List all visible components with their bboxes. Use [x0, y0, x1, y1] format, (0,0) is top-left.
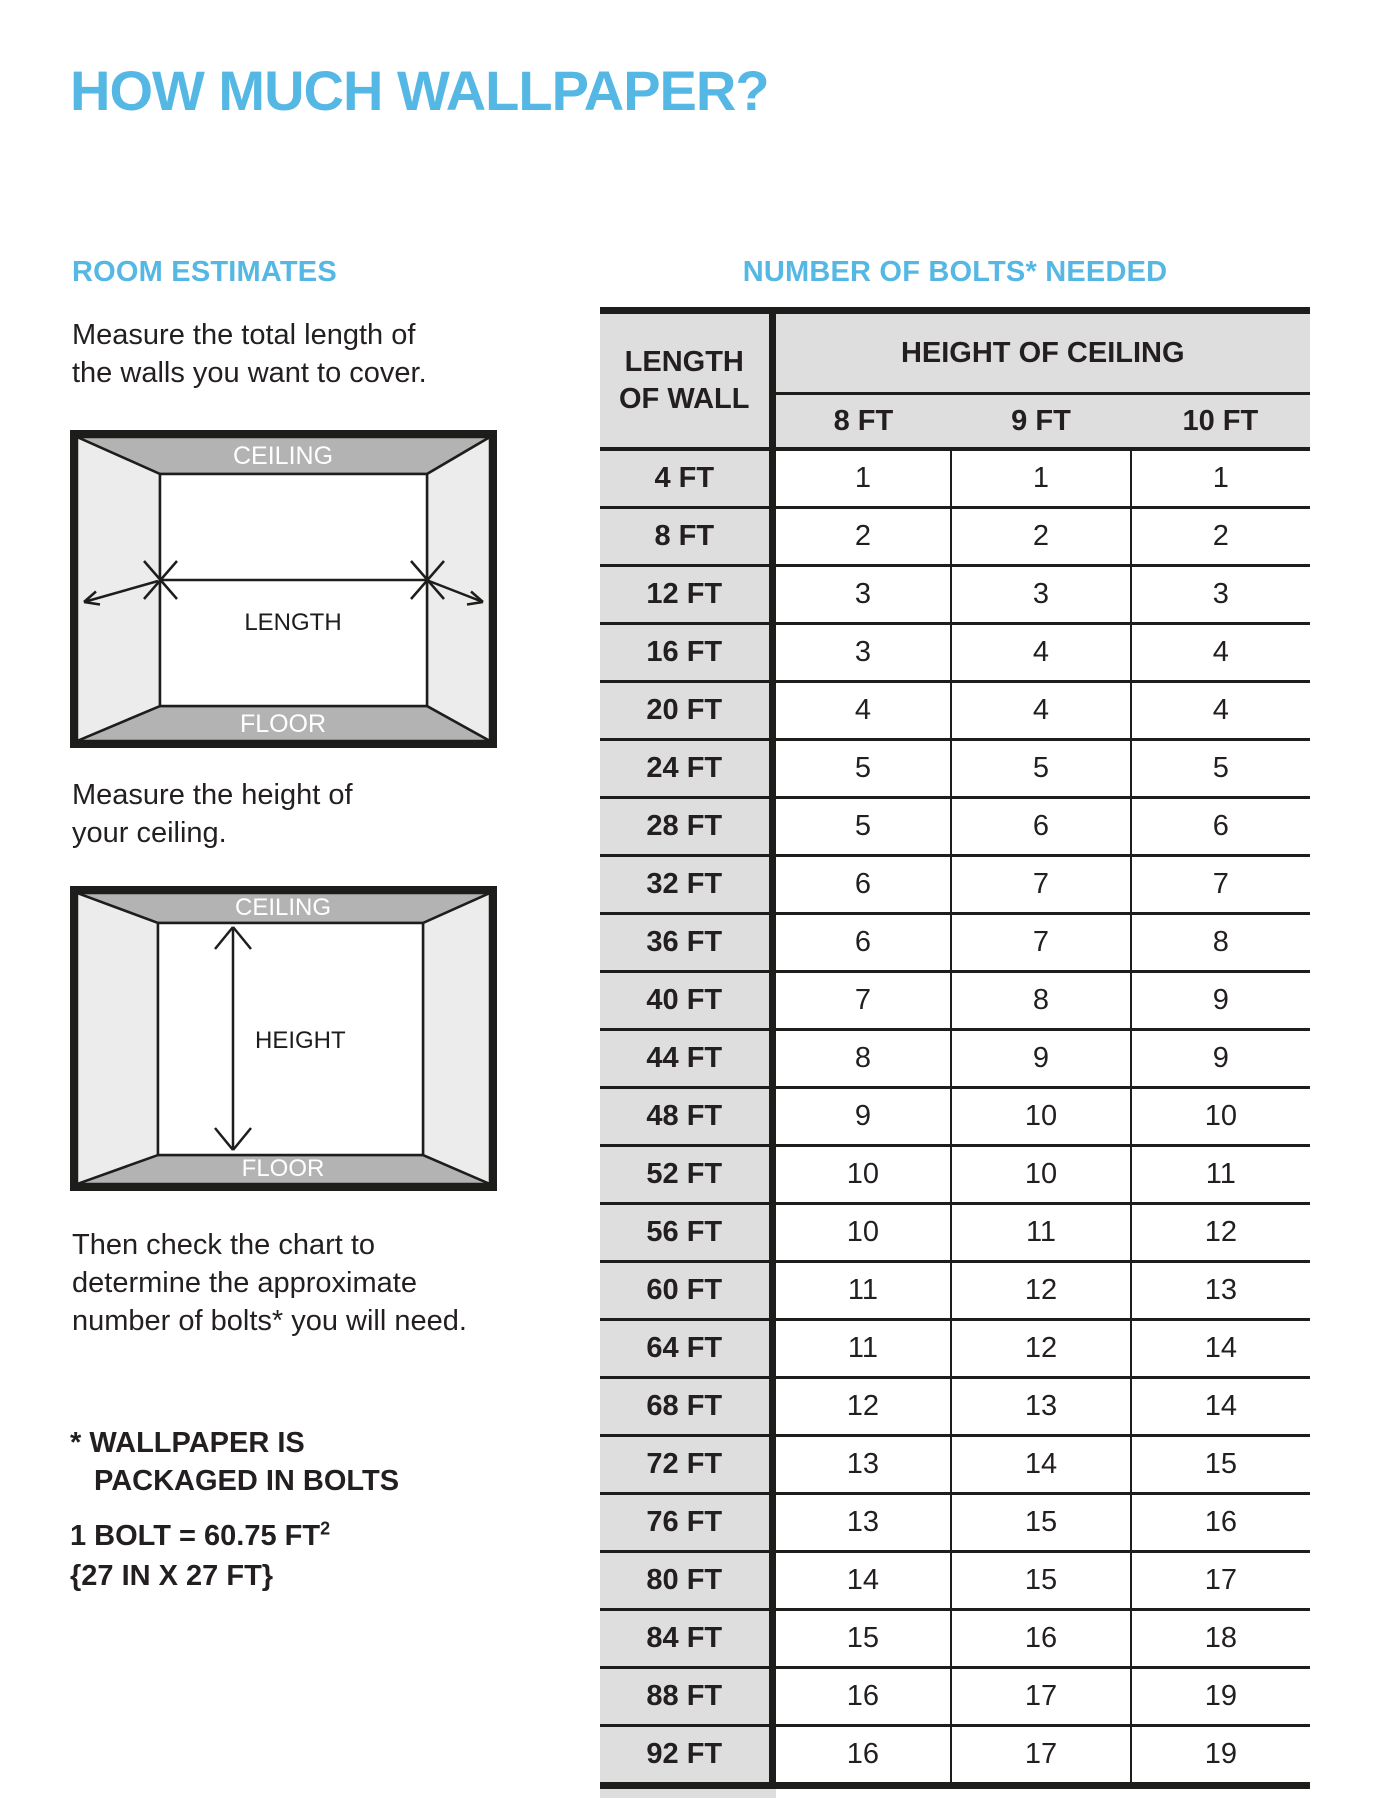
- length-of-wall-cell: 76 FT: [600, 1494, 772, 1552]
- bolt-count-cell: 3: [1131, 566, 1310, 624]
- table-row: [600, 566, 1310, 624]
- bolt-count-cell: 5: [1131, 740, 1310, 798]
- length-of-wall-cell: 56 FT: [600, 1204, 772, 1262]
- instruction-measure-length: Measure the total length of the walls you want to cover.: [72, 319, 427, 389]
- bolt-count-cell: 19: [1131, 1668, 1310, 1726]
- table-row: [600, 1552, 1310, 1610]
- asterisk: *: [70, 1427, 82, 1459]
- table-row: [600, 1668, 1310, 1726]
- bolt-count-cell: 9: [772, 1088, 951, 1146]
- bolt-table-body: [600, 449, 1310, 1786]
- length-of-wall-cell: 32 FT: [600, 856, 772, 914]
- bolt-count-cell: 7: [1131, 856, 1310, 914]
- bolt-count-cell: 17: [951, 1668, 1130, 1726]
- bolt-count-cell: 14: [1131, 1320, 1310, 1378]
- bolt-count-cell: 12: [951, 1262, 1130, 1320]
- length-of-wall-cell: 64 FT: [600, 1320, 772, 1378]
- bolt-count-cell: 4: [772, 682, 951, 740]
- bolt-count-cell: 7: [951, 856, 1130, 914]
- bolt-count-cell: 6: [951, 798, 1130, 856]
- col-header-9ft: 9 FT: [951, 394, 1130, 450]
- height-of-ceiling-header: HEIGHT OF CEILING: [772, 311, 1310, 394]
- bolt-count-cell: 11: [1131, 1146, 1310, 1204]
- length-of-wall-cell: 28 FT: [600, 798, 772, 856]
- bolt-count-cell: 15: [1131, 1436, 1310, 1494]
- table-row: [600, 449, 1310, 508]
- length-of-wall-cell: 48 FT: [600, 1088, 772, 1146]
- bolt-count-cell: 3: [951, 566, 1130, 624]
- col-header-10ft: 10 FT: [1131, 394, 1310, 450]
- bolt-count-cell: 16: [772, 1668, 951, 1726]
- page-title: HOW MUCH WALLPAPER?: [70, 59, 769, 122]
- bolt-count-cell: 11: [772, 1320, 951, 1378]
- table-row: [600, 1204, 1310, 1262]
- bolt-count-cell: 4: [951, 682, 1130, 740]
- bolt-count-cell: 9: [951, 1030, 1130, 1088]
- bolt-count-cell: 6: [772, 856, 951, 914]
- length-of-wall-cell: 84 FT: [600, 1610, 772, 1668]
- bolt-count-cell: 2: [772, 508, 951, 566]
- bolt-count-cell: 1: [951, 449, 1130, 508]
- bolt-definition: 1 BOLT = 60.75 $FT^2$ {27 IN X 27 FT}: [70, 1518, 331, 1592]
- left-wall: [77, 893, 158, 1184]
- length-of-wall-cell: 88 FT: [600, 1668, 772, 1726]
- instruction-measure-height: Measure the height of your ceiling.: [72, 779, 353, 849]
- length-of-wall-cell: 8 FT: [600, 508, 772, 566]
- table-row: [600, 1146, 1310, 1204]
- table-row: [600, 1726, 1310, 1786]
- bolt-count-cell: 11: [951, 1204, 1130, 1262]
- bolts-table-section: [600, 256, 1310, 1789]
- bolt-count-cell: 7: [772, 972, 951, 1030]
- length-of-wall-cell: 80 FT: [600, 1552, 772, 1610]
- bolt-count-cell: 15: [772, 1610, 951, 1668]
- length-of-wall-cell: 92 FT: [600, 1726, 772, 1786]
- left-wall: [77, 437, 160, 741]
- bolt-count-cell: 14: [772, 1552, 951, 1610]
- bolt-count-cell: 14: [1131, 1378, 1310, 1436]
- bolt-count-cell: 12: [1131, 1204, 1310, 1262]
- length-of-wall-cell: 72 FT: [600, 1436, 772, 1494]
- length-of-wall-header: LENGTH OF WALL: [600, 311, 772, 450]
- bolt-count-cell: 13: [772, 1436, 951, 1494]
- bolts-footnote: * WALLPAPER IS PACKAGED IN BOLTS: [70, 1427, 400, 1497]
- bolts-needed-heading: NUMBER OF BOLTS* NEEDED: [742, 256, 1168, 288]
- bolt-count-cell: 1: [772, 449, 951, 508]
- bolt-count-cell: 16: [951, 1610, 1130, 1668]
- length-of-wall-cell: 36 FT: [600, 914, 772, 972]
- back-wall: [160, 474, 427, 706]
- bolt-count-cell: 14: [951, 1436, 1130, 1494]
- table-row: [600, 914, 1310, 972]
- bolt-count-cell: 1: [1131, 449, 1310, 508]
- bolt-count-cell: 2: [951, 508, 1130, 566]
- table-row: [600, 624, 1310, 682]
- ceiling-label: CEILING: [232, 442, 334, 470]
- bolt-count-cell: 4: [1131, 624, 1310, 682]
- bolt-count-cell: 10: [772, 1204, 951, 1262]
- floor-label: FLOOR: [239, 710, 327, 738]
- length-of-wall-cell: 24 FT: [600, 740, 772, 798]
- bolt-count-cell: 13: [1131, 1262, 1310, 1320]
- table-row: [600, 682, 1310, 740]
- table-row: [600, 1262, 1310, 1320]
- table-row: [600, 1378, 1310, 1436]
- bolt-count-cell: 12: [951, 1320, 1130, 1378]
- bolt-count-cell: 10: [1131, 1088, 1310, 1146]
- table-row: [600, 1494, 1310, 1552]
- bolt-count-cell: 4: [951, 624, 1130, 682]
- table-row: [600, 1030, 1310, 1088]
- bolt-count-cell: 15: [951, 1552, 1130, 1610]
- length-of-wall-cell: 44 FT: [600, 1030, 772, 1088]
- table-row: [600, 508, 1310, 566]
- table-row: [600, 1088, 1310, 1146]
- ceiling-label: CEILING: [234, 894, 332, 921]
- bolt-count-cell: 13: [951, 1378, 1130, 1436]
- length-of-wall-cell: 12 FT: [600, 566, 772, 624]
- table-row: [600, 1436, 1310, 1494]
- table-row: [600, 856, 1310, 914]
- bolt-count-cell: 17: [1131, 1552, 1310, 1610]
- table-bottom-gray-tab: [600, 1789, 776, 1798]
- table-row: [600, 798, 1310, 856]
- bolt-count-cell: 3: [772, 624, 951, 682]
- bolt-count-cell: 10: [951, 1088, 1130, 1146]
- length-of-wall-cell: 68 FT: [600, 1378, 772, 1436]
- bolt-count-cell: 19: [1131, 1726, 1310, 1786]
- superscript-2: 2: [320, 1518, 331, 1539]
- bolt-count-cell: 8: [951, 972, 1130, 1030]
- bolts-table: [600, 307, 1310, 1789]
- table-row: [600, 1610, 1310, 1668]
- bolt-count-cell: 10: [772, 1146, 951, 1204]
- bolt-count-cell: 16: [772, 1726, 951, 1786]
- bolt-count-cell: 8: [1131, 914, 1310, 972]
- bolt-count-cell: 17: [951, 1726, 1130, 1786]
- length-of-wall-cell: 60 FT: [600, 1262, 772, 1320]
- bolt-count-cell: 6: [772, 914, 951, 972]
- room-height-diagram: [70, 886, 497, 1191]
- room-estimates-heading: ROOM ESTIMATES: [72, 256, 337, 288]
- col-header-8ft: 8 FT: [772, 394, 951, 450]
- instruction-check-chart: Then check the chart to determine the approximate number of bolts* you will need.: [72, 1229, 467, 1337]
- table-row: [600, 972, 1310, 1030]
- bolt-count-cell: 3: [772, 566, 951, 624]
- bolt-count-cell: 18: [1131, 1610, 1310, 1668]
- length-of-wall-cell: 20 FT: [600, 682, 772, 740]
- bolt-count-cell: 6: [1131, 798, 1310, 856]
- bolt-count-cell: 8: [772, 1030, 951, 1088]
- bolt-count-cell: 9: [1131, 1030, 1310, 1088]
- length-of-wall-cell: 40 FT: [600, 972, 772, 1030]
- table-row: [600, 740, 1310, 798]
- bolt-count-cell: 5: [772, 740, 951, 798]
- length-of-wall-cell: 52 FT: [600, 1146, 772, 1204]
- bolt-count-cell: 13: [772, 1494, 951, 1552]
- bolt-count-cell: 4: [1131, 682, 1310, 740]
- bolt-count-cell: 11: [772, 1262, 951, 1320]
- length-of-wall-cell: 16 FT: [600, 624, 772, 682]
- bolt-count-cell: 9: [1131, 972, 1310, 1030]
- bolt-count-cell: 7: [951, 914, 1130, 972]
- room-length-diagram: [70, 430, 497, 748]
- bolt-count-cell: 12: [772, 1378, 951, 1436]
- bolt-count-cell: 10: [951, 1146, 1130, 1204]
- bolt-count-cell: 15: [951, 1494, 1130, 1552]
- table-row: [600, 1320, 1310, 1378]
- length-label: LENGTH: [244, 609, 342, 636]
- bolt-count-cell: 5: [951, 740, 1130, 798]
- right-wall: [423, 893, 490, 1184]
- bolt-count-cell: 2: [1131, 508, 1310, 566]
- length-of-wall-cell: 4 FT: [600, 449, 772, 508]
- bolt-count-cell: 16: [1131, 1494, 1310, 1552]
- floor-label: FLOOR: [241, 1155, 325, 1182]
- height-label: HEIGHT: [255, 1027, 346, 1054]
- bolt-count-cell: 5: [772, 798, 951, 856]
